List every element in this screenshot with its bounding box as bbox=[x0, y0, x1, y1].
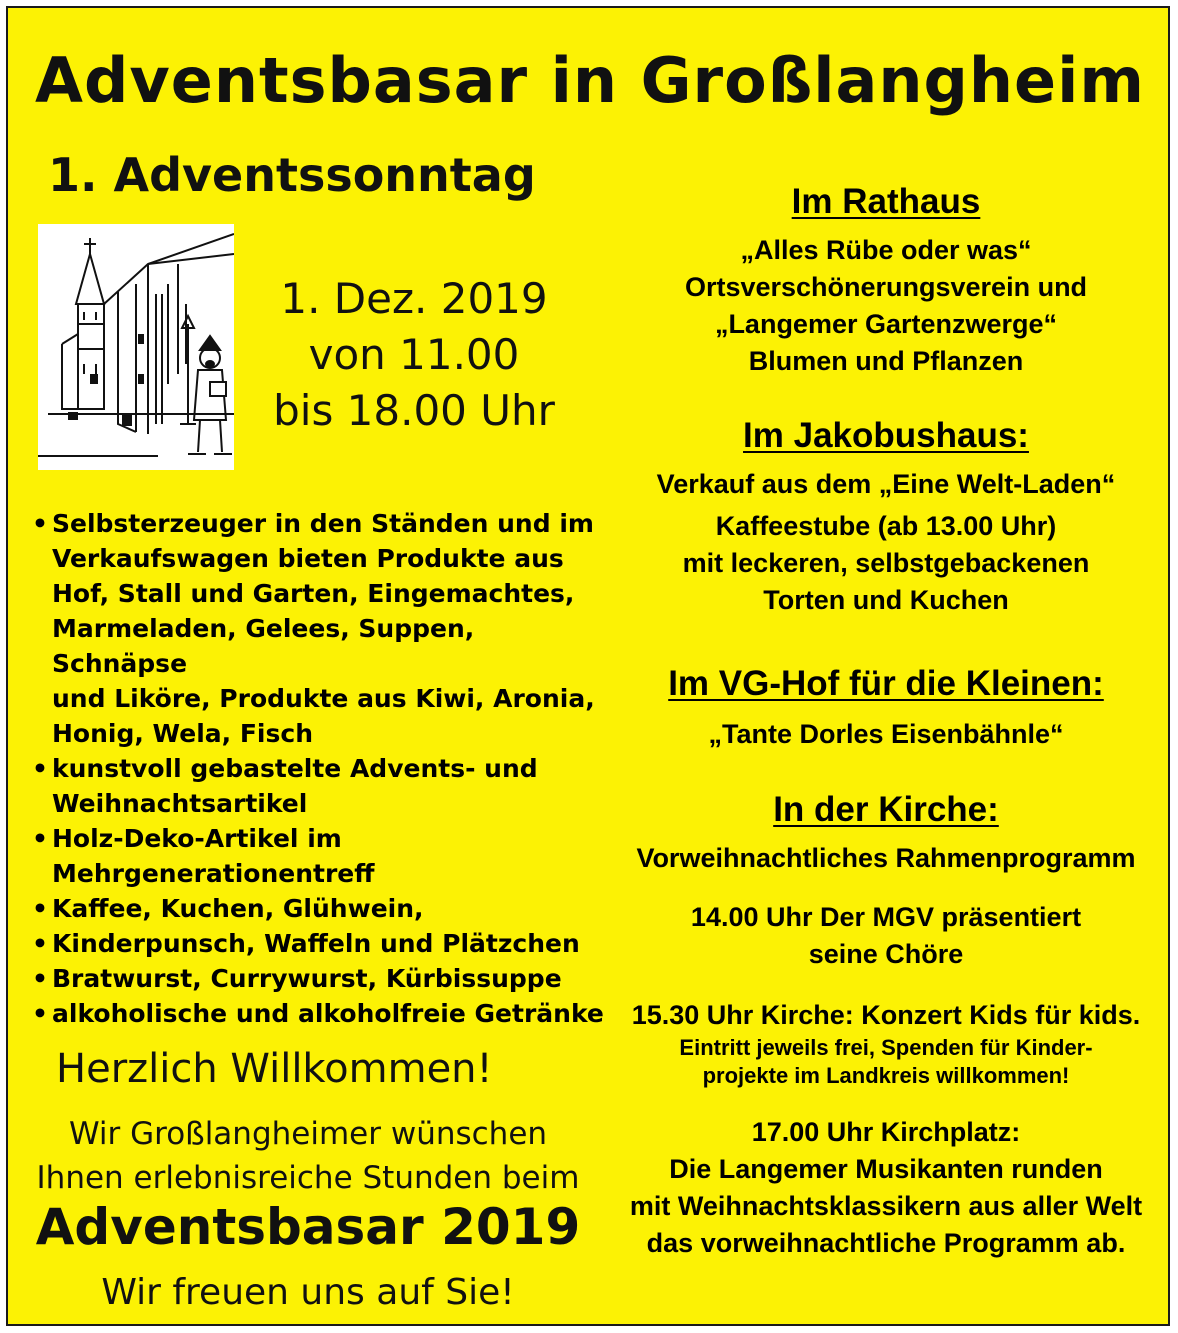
list-item: • Selbsterzeuger in den Ständen und im Verkaufswagen bieten Produkte aus Hof, Stall und Garten, Eingemachtes, Marmeladen, Gelees, Suppen, Schnäpse und Liköre, Produkte aus Kiwi, Aronia, Honig, Wela, Fisch bbox=[30, 506, 610, 751]
rathaus-heading: Im Rathaus bbox=[791, 182, 981, 221]
church-and-caroler-drawing bbox=[38, 224, 234, 470]
event-date: 1. Dez. 2019 bbox=[280, 274, 548, 323]
jakobushaus-heading: Im Jakobushaus: bbox=[743, 416, 1029, 455]
kirche-section bbox=[608, 790, 1164, 1262]
list-item: • Kaffee, Kuchen, Glühwein, bbox=[30, 891, 610, 926]
rathaus-section bbox=[608, 182, 1164, 380]
welcome-event-name: Adventsbasar 2019 bbox=[35, 1198, 581, 1256]
list-item: • Bratwurst, Currywurst, Kürbissuppe bbox=[30, 961, 610, 996]
kirche-item: 17.00 Uhr Kirchplatz: bbox=[751, 1117, 1021, 1147]
event-start-time: von 11.00 bbox=[308, 330, 520, 379]
welcome-headline: Herzlich Willkommen! bbox=[56, 1046, 493, 1092]
rathaus-line: Blumen und Pflanzen bbox=[748, 346, 1024, 376]
list-item: • Holz-Deko-Artikel im Mehrgenerationentreff bbox=[30, 821, 610, 891]
poster-subtitle: 1. Adventssonntag bbox=[48, 148, 536, 202]
jakobushaus-line: Kaffeestube (ab 13.00 Uhr) bbox=[715, 511, 1057, 541]
rathaus-line: „Alles Rübe oder was“ bbox=[740, 235, 1032, 265]
kirche-item: seine Chöre bbox=[808, 939, 964, 969]
vghof-heading: Im VG-Hof für die Kleinen: bbox=[668, 664, 1104, 703]
poster-title: Adventsbasar in Großlangheim bbox=[35, 44, 1145, 117]
kirche-note: Eintritt jeweils frei, Spenden für Kinder- bbox=[679, 1035, 1093, 1060]
list-item: • alkoholische und alkoholfreie Getränke bbox=[30, 996, 610, 1031]
welcome-line: Wir Großlangheimer wünschen bbox=[68, 1116, 548, 1152]
kirche-item: Die Langemer Musikanten runden bbox=[669, 1154, 1103, 1184]
kirche-intro: Vorweihnachtliches Rahmenprogramm bbox=[636, 843, 1136, 873]
jakobushaus-line: Torten und Kuchen bbox=[763, 585, 1009, 615]
kirche-item: mit Weihnachtsklassikern aus aller Welt bbox=[629, 1191, 1143, 1221]
event-end-time: bis 18.00 Uhr bbox=[273, 386, 555, 435]
poster bbox=[6, 6, 1170, 1326]
offer-list bbox=[30, 506, 610, 1031]
village-illustration bbox=[38, 224, 234, 470]
welcome-closing: Wir freuen uns auf Sie! bbox=[101, 1272, 515, 1313]
jakobushaus-line: mit leckeren, selbstgebackenen bbox=[682, 548, 1090, 578]
list-item: • Kinderpunsch, Waffeln und Plätzchen bbox=[30, 926, 610, 961]
list-item: • kunstvoll gebastelte Advents- und Weihnachtsartikel bbox=[30, 751, 610, 821]
jakobushaus-line: Verkauf aus dem „Eine Welt-Laden“ bbox=[656, 469, 1116, 499]
vghof-section bbox=[608, 664, 1164, 753]
kirche-item: das vorweihnachtliche Programm ab. bbox=[646, 1228, 1126, 1258]
kirche-heading: In der Kirche: bbox=[773, 790, 999, 829]
jakobushaus-section bbox=[608, 416, 1164, 619]
rathaus-line: Ortsverschönerungsverein und bbox=[684, 272, 1088, 302]
kirche-note: projekte im Landkreis willkommen! bbox=[702, 1063, 1070, 1088]
vghof-line: „Tante Dorles Eisenbähnle“ bbox=[708, 719, 1064, 749]
kirche-item: 14.00 Uhr Der MGV präsentiert bbox=[690, 902, 1082, 932]
rathaus-line: „Langemer Gartenzwerge“ bbox=[714, 309, 1058, 339]
kirche-item: 15.30 Uhr Kirche: Konzert Kids für kids. bbox=[631, 1000, 1141, 1030]
welcome-line: Ihnen erlebnisreiche Stunden beim bbox=[36, 1160, 580, 1196]
